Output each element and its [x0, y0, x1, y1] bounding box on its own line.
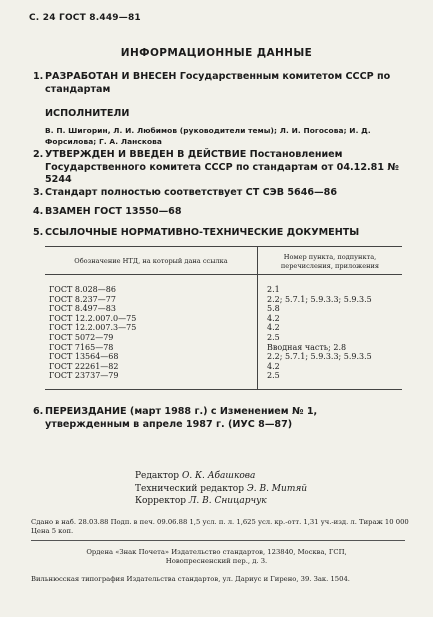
page-header: С. 24 ГОСТ 8.449—81 — [29, 13, 141, 23]
section-6-text: ПЕРЕИЗДАНИЕ (март 1988 г.) с Изменением № 1, утвержденным в апреле 1987 г. (ИУС 8—87) — [45, 406, 318, 430]
table-row — [45, 352, 402, 362]
executors-list: В. П. Шигорин, Л. И. Любимов (руководители темы); Л. И. Погосова; И. Д. Форсилова; Г. А. Ланскова — [45, 126, 371, 146]
table-row — [45, 343, 402, 353]
table-cell-clause: 4.2 — [267, 323, 280, 333]
table-cell-document: ГОСТ 23737—79 — [45, 371, 258, 389]
table-cell-clause: 2.2; 5.7.1; 5.9.3.3; 5.9.3.5 — [267, 352, 372, 362]
editor-line — [135, 495, 307, 508]
column-header-clause: Номер пункта, подпункта, перечисления, приложения — [258, 247, 403, 275]
executors-heading — [33, 108, 403, 121]
section-2-number: 2. — [33, 149, 44, 160]
section-4-text: ВЗАМЕН ГОСТ 13550—68 — [45, 206, 182, 217]
publication-details: Сдано в наб. 28.03.88 Подп. в печ. 09.06.88 1,5 усл. п. л. 1,625 усл. кр.-отт. 1,31 уч.-изд. л. Тираж 10 000 Цена 5 коп. — [31, 518, 409, 536]
table-cell-clause: 2.2; 5.7.1; 5.9.3.3; 5.9.3.5 — [267, 294, 372, 304]
publisher-line: Ордена «Знак Почета» Издательство стандартов, 123840, Москва, ГСП, — [86, 548, 347, 556]
table-row — [45, 362, 402, 372]
table-cell-document: ГОСТ 12.2.007.3—75 — [45, 323, 258, 333]
section-2-text: УТВЕРЖДЕН И ВВЕДЕН В ДЕЙСТВИЕ Постановлением Государственного комитета СССР по стандартам от 04.12.81 № 5244 — [45, 149, 399, 185]
table-cell-document: ГОСТ 22261—82 — [45, 362, 258, 372]
table-cell-clause: 2.5 — [258, 371, 403, 389]
section-1-number: 1. — [33, 71, 44, 82]
section-1-text: РАЗРАБОТАН И ВНЕСЕН Государственным комитетом СССР по стандартам — [45, 71, 391, 95]
section-5-text: ССЫЛОЧНЫЕ НОРМАТИВНО-ТЕХНИЧЕСКИЕ ДОКУМЕНТЫ — [45, 227, 360, 238]
editor-role: Редактор — [135, 471, 180, 481]
editor-name: Э. В. Митяй — [246, 483, 308, 494]
section-3 — [33, 187, 403, 200]
section-5 — [33, 227, 403, 240]
table-row — [45, 314, 402, 324]
editor-role: Технический редактор — [135, 483, 244, 494]
column-header-document: Обозначение НТД, на который дана ссылка — [45, 247, 258, 275]
editor-line — [135, 470, 307, 483]
section-6 — [33, 406, 403, 431]
section-6-number: 6. — [33, 406, 44, 417]
section-1 — [33, 71, 403, 96]
table-cell-document: ГОСТ 13564—68 — [45, 352, 258, 362]
table-row — [45, 323, 402, 333]
section-3-text: Стандарт полностью соответствует СТ СЭВ 5646—86 — [45, 187, 337, 198]
table-cell-document: ГОСТ 12.2.007.0—75 — [45, 314, 258, 324]
section-2 — [33, 149, 403, 187]
table-row — [45, 295, 402, 305]
editor-name: О. К. Абашкова — [181, 471, 256, 481]
table-cell-document: ГОСТ 8.028—86 — [45, 285, 258, 295]
table-row — [45, 285, 402, 295]
section-4-number: 4. — [33, 206, 44, 217]
table-cell-document: ГОСТ 7165—78 — [45, 343, 258, 353]
divider — [31, 540, 405, 541]
editor-role: Корректор — [135, 496, 187, 506]
table-row — [45, 371, 402, 389]
table-cell-clause: Вводная часть; 2.8 — [267, 342, 347, 352]
publisher-info — [0, 548, 433, 567]
table-cell-clause: 2.1 — [267, 285, 280, 294]
table-cell-clause: 4.2 — [267, 361, 280, 371]
table-cell-document: ГОСТ 5072—79 — [45, 333, 258, 343]
printer-info: Вильнюсская типография Издательства стандартов, ул. Дариус и Гирено, 39. Зак. 1504. — [31, 575, 350, 583]
table-cell-document: ГОСТ 8.497—83 — [45, 304, 258, 314]
table-row — [45, 304, 402, 314]
table-row — [45, 333, 402, 343]
references-table — [45, 246, 402, 390]
table-cell-document: ГОСТ 8.237—77 — [45, 295, 258, 305]
table-cell-clause: 4.2 — [267, 313, 280, 323]
table-cell-clause: 5.8 — [267, 304, 280, 314]
table-cell-clause: 2.5 — [267, 332, 280, 342]
editor-name: Л. В. Сницарчук — [188, 496, 267, 506]
section-5-number: 5. — [33, 227, 44, 238]
editors-block — [135, 470, 307, 508]
table-spacer-row — [45, 275, 402, 286]
section-3-number: 3. — [33, 187, 44, 198]
page-title: ИНФОРМАЦИОННЫЕ ДАННЫЕ — [120, 47, 313, 59]
section-4 — [33, 206, 403, 219]
executors-heading-text: ИСПОЛНИТЕЛИ — [45, 108, 130, 119]
editor-line — [135, 483, 307, 496]
table-header-row — [45, 247, 402, 275]
publisher-line: Новопресненский пер., д. 3. — [165, 557, 268, 566]
